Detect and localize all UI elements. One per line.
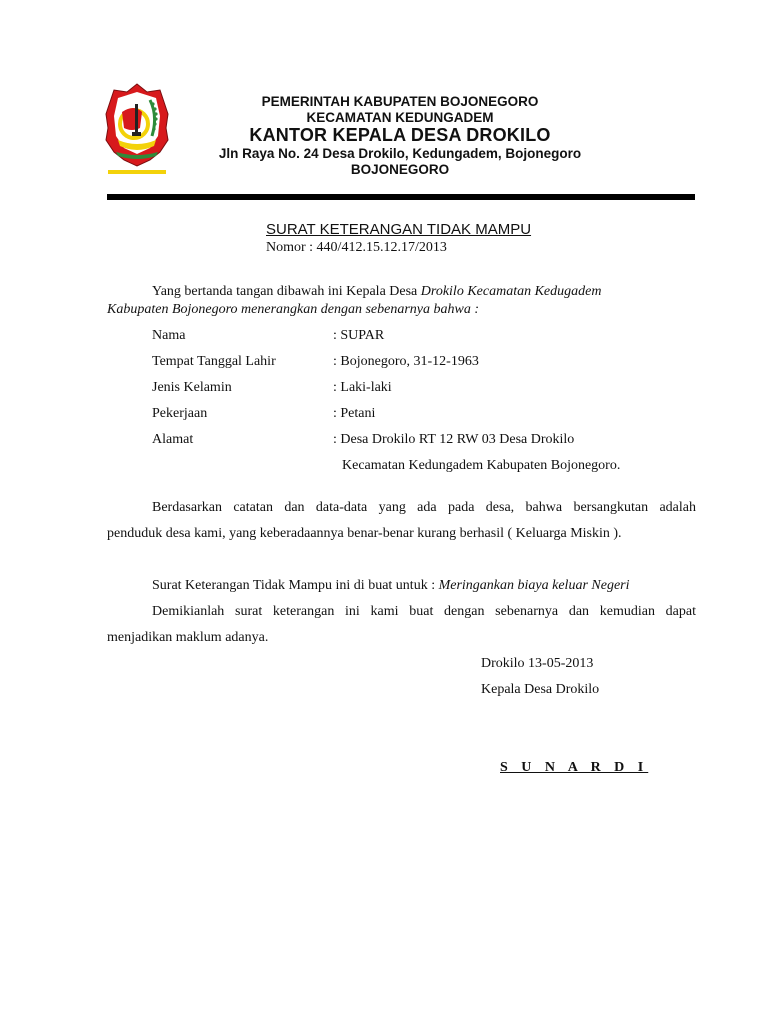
- field-value-alamat-continuation: Kecamatan Kedungadem Kabupaten Bojonegoro.: [342, 458, 621, 473]
- letter-title: SURAT KETERANGAN TIDAK MAMPU: [266, 221, 532, 238]
- field-value-nama: : SUPAR: [333, 328, 385, 343]
- signature-name: S U N A R D I: [500, 760, 649, 775]
- field-label-alamat: Alamat: [152, 432, 194, 447]
- kop-line-city: BOJONEGORO: [350, 162, 450, 177]
- signature-position: Kepala Desa Drokilo: [481, 682, 600, 697]
- letterhead-divider: [107, 194, 695, 200]
- field-label-pekerjaan: Pekerjaan: [152, 406, 208, 421]
- purpose-line: [152, 578, 630, 594]
- intro-italic-text: Drokilo Kecamatan Kedugadem: [420, 284, 602, 299]
- kop-line-district: KECAMATAN KEDUNGADEM: [306, 110, 494, 125]
- purpose-italic-text: Meringankan biaya keluar Negeri: [438, 578, 630, 593]
- closing-line-1: Demikianlah surat keterangan ini kami buat dengan sebenarnya dan kemudian dapat: [152, 604, 696, 619]
- field-value-ttl: : Bojonegoro, 31-12-1963: [333, 354, 479, 369]
- field-value-alamat: : Desa Drokilo RT 12 RW 03 Desa Drokilo: [333, 432, 575, 447]
- closing-line-2: menjadikan maklum adanya.: [107, 630, 269, 645]
- field-label-jenis-kelamin: Jenis Kelamin: [152, 380, 232, 395]
- field-label-nama: Nama: [152, 328, 186, 343]
- field-value-jenis-kelamin: : Laki-laki: [333, 380, 392, 395]
- intro-italic-text-2: Kabupaten Bojonegoro menerangkan dengan sebenarnya bahwa :: [107, 302, 479, 317]
- kop-line-government: PEMERINTAH KABUPATEN BOJONEGORO: [261, 94, 539, 109]
- bojonegoro-regency-emblem-icon: [104, 82, 170, 176]
- letter-number: Nomor : 440/412.15.12.17/2013: [266, 240, 447, 255]
- intro-line-1: [152, 284, 601, 300]
- intro-plain-text: Yang bertanda tangan dibawah ini Kepala Desa: [152, 284, 421, 299]
- intro-line-2: [107, 302, 479, 318]
- purpose-plain-text: Surat Keterangan Tidak Mampu ini di buat untuk :: [152, 578, 439, 593]
- kop-line-address: Jln Raya No. 24 Desa Drokilo, Kedungadem, Bojonegoro: [218, 146, 582, 161]
- signature-place-date: Drokilo 13-05-2013: [481, 656, 594, 671]
- field-value-pekerjaan: : Petani: [333, 406, 376, 421]
- field-label-ttl: Tempat Tanggal Lahir: [152, 354, 276, 369]
- kop-line-office: KANTOR KEPALA DESA DROKILO: [249, 125, 551, 145]
- paragraph-1-line-1: Berdasarkan catatan dan data-data yang ada pada desa, bahwa bersangkutan adalah: [152, 500, 696, 515]
- paragraph-1-line-2: penduduk desa kami, yang keberadaannya benar-benar kurang berhasil ( Keluarga Miskin ).: [107, 526, 622, 541]
